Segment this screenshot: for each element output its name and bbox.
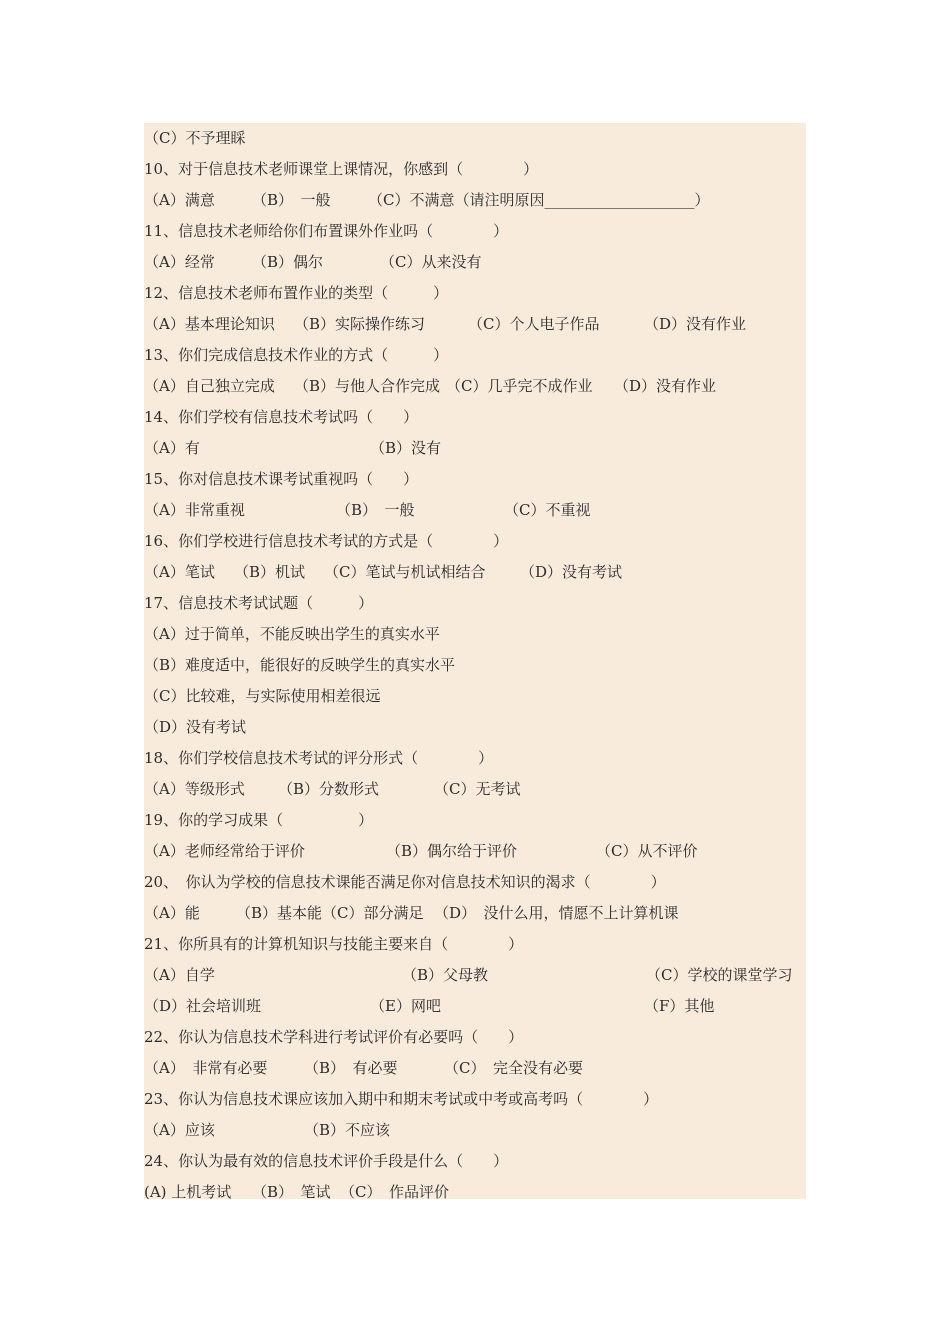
option-text: （D）没有考试 — [520, 563, 623, 581]
line-text: (A) 上机考试 — [144, 1183, 232, 1201]
line-text: （A）能 — [144, 904, 200, 922]
line-text: 19、你的学习成果（ ） — [144, 811, 374, 829]
option-text: （C）部分满足 — [322, 904, 424, 922]
option-text: （B）偶尔 — [252, 253, 324, 271]
option-text: （B） 笔试 — [252, 1183, 331, 1201]
line-text: 24、你认为最有效的信息技术评价手段是什么（ ） — [144, 1152, 509, 1170]
line-text: （A）基本理论知识 — [144, 315, 275, 333]
option-text: （B）机试 — [234, 563, 306, 581]
option-text: （E）网吧 — [370, 997, 441, 1015]
line-text: （D）没有考试 — [144, 718, 247, 736]
line-text: （A）过于简单，不能反映出学生的真实水平 — [144, 625, 440, 643]
line-text: （A）满意 — [144, 191, 215, 209]
option-text: （B） 一般 — [252, 191, 331, 209]
option-text: （C）几乎完不成作业 — [446, 377, 593, 395]
line-text: 23、你认为信息技术课应该加入期中和期末考试或中考或高考吗（ ） — [144, 1090, 659, 1108]
option-text: （B）分数形式 — [278, 780, 380, 798]
line-text: （D）社会培训班 — [144, 997, 262, 1015]
option-text: （B）偶尔给于评价 — [386, 842, 518, 860]
line-text: （B）难度适中，能很好的反映学生的真实水平 — [144, 656, 456, 674]
line-text: 15、你对信息技术课考试重视吗（ ） — [144, 470, 419, 488]
option-text: （C）个人电子作品 — [468, 315, 600, 333]
option-text: （B）与他人合作完成 — [294, 377, 441, 395]
option-text: （B）不应该 — [304, 1121, 391, 1139]
line-text: 12、信息技术老师布置作业的类型（ ） — [144, 284, 449, 302]
line-text: 11、信息技术老师给你们布置课外作业吗（ ） — [144, 222, 509, 240]
option-text: （C）从不评价 — [596, 842, 698, 860]
option-text: （B）父母教 — [402, 966, 489, 984]
line-text: （A） 非常有必要 — [144, 1059, 268, 1077]
line-text: 17、信息技术考试试题（ ） — [144, 594, 374, 612]
option-text: （F）其他 — [644, 997, 715, 1015]
option-text: （C） 作品评价 — [340, 1183, 449, 1201]
line-text: 22、你认为信息技术学科进行考试评价有必要吗（ ） — [144, 1028, 524, 1046]
line-text: 10、对于信息技术老师课堂上课情况，你感到（ ） — [144, 160, 539, 178]
option-text: （B）基本能 — [236, 904, 323, 922]
document-page — [144, 123, 806, 1199]
option-text: （C）从来没有 — [380, 253, 482, 271]
line-text: 21、你所具有的计算机知识与技能主要来自（ ） — [144, 935, 524, 953]
option-text: （C）不重视 — [504, 501, 591, 519]
option-text: （B）实际操作练习 — [294, 315, 426, 333]
option-text: （D）没有作业 — [614, 377, 717, 395]
line-text: 20、 你认为学校的信息技术课能否满足你对信息技术知识的渴求（ ） — [144, 873, 666, 891]
line-text: （A）经常 — [144, 253, 215, 271]
option-text: （C）笔试与机试相结合 — [324, 563, 486, 581]
line-text: （A）自己独立完成 — [144, 377, 275, 395]
line-text: （A）等级形式 — [144, 780, 245, 798]
option-text: （B）没有 — [370, 439, 442, 457]
option-text: （C）无考试 — [434, 780, 521, 798]
option-text: （D） 没什么用，情愿不上计算机课 — [434, 904, 679, 922]
option-text: （C） 完全没有必要 — [444, 1059, 583, 1077]
line-text: （A）非常重视 — [144, 501, 245, 519]
option-text: （B） 有必要 — [304, 1059, 398, 1077]
line-text: （C）不予理睬 — [144, 129, 246, 147]
line-text: 16、你们学校进行信息技术考试的方式是（ ） — [144, 532, 509, 550]
line-text: 18、你们学校信息技术考试的评分形式（ ） — [144, 749, 494, 767]
option-text: （D）没有作业 — [644, 315, 747, 333]
line-text: （C）比较难，与实际使用相差很远 — [144, 687, 381, 705]
line-text: （A）笔试 — [144, 563, 215, 581]
option-text: （C）学校的课堂学习 — [646, 966, 793, 984]
line-text: （A）老师经常给于评价 — [144, 842, 305, 860]
line-text: （A）应该 — [144, 1121, 215, 1139]
line-text: （A）有 — [144, 439, 200, 457]
line-text: （A）自学 — [144, 966, 215, 984]
line-text: 14、你们学校有信息技术考试吗（ ） — [144, 408, 419, 426]
line-text: 13、你们完成信息技术作业的方式（ ） — [144, 346, 449, 364]
option-text: （C）不满意（请注明原因____________________） — [368, 191, 710, 209]
option-text: （B） 一般 — [336, 501, 415, 519]
